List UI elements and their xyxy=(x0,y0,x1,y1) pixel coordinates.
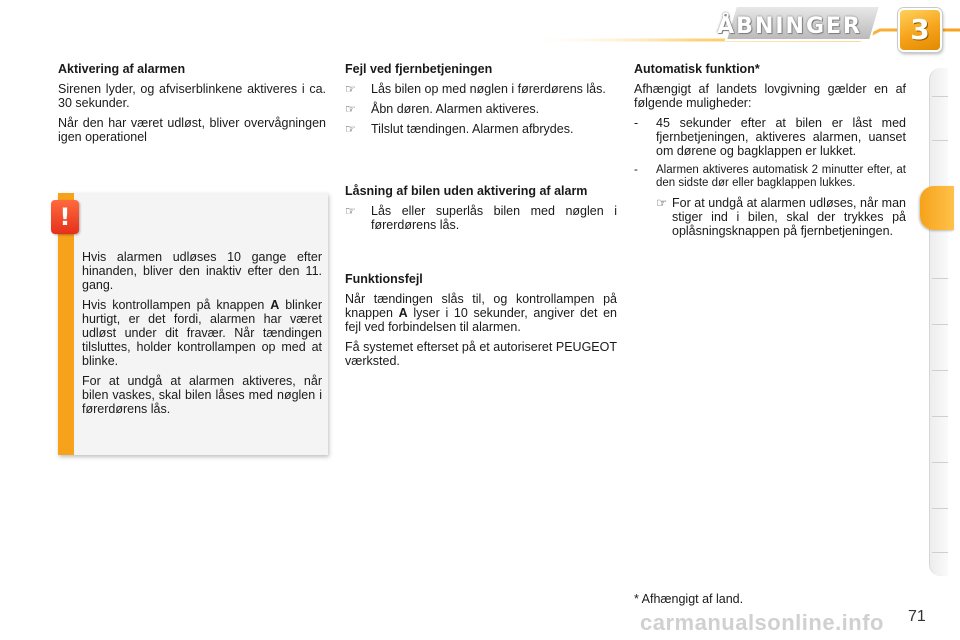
tab-divider xyxy=(932,462,948,463)
paragraph: Få systemet efterset på et autoriseret PEUGEOT værksted. xyxy=(345,340,617,368)
warning-paragraph xyxy=(82,298,322,368)
tab-divider xyxy=(932,508,948,509)
list-item xyxy=(634,116,906,158)
page-title: ÅBNINGER xyxy=(717,14,862,39)
section-heading-alarm-activation: Aktivering af alarmen xyxy=(58,62,186,76)
tab-divider xyxy=(932,324,948,325)
section-heading-automatic-function: Automatisk funktion* xyxy=(634,62,760,76)
list-item xyxy=(345,204,617,232)
text-fragment: blinker hurtigt, er det fordi, alarmen har været udløst under dit fravær. Når tændingen tilsluttes, holder kontrollampen op med at blinke. xyxy=(82,298,323,368)
hand-pointer-icon: ☞ xyxy=(656,196,668,210)
paragraph: Afhængigt af landets lovgivning gælder en af følgende muligheder: xyxy=(634,82,906,110)
list-item xyxy=(634,164,906,190)
list-item-text: Lås bilen op med nøglen i førerdørens lås. xyxy=(371,82,606,96)
dash-marker: - xyxy=(634,116,639,130)
list-item xyxy=(656,196,906,238)
chapter-tab-strip xyxy=(929,68,948,576)
key-label: A xyxy=(398,306,408,320)
paragraph: Når den har været udløst, bliver overvågningen igen operationel xyxy=(58,116,326,144)
exclamation-icon: ! xyxy=(51,200,79,234)
hand-pointer-icon: ☞ xyxy=(345,204,356,218)
footnote: * Afhængigt af land. xyxy=(634,592,744,606)
active-chapter-tab xyxy=(920,186,954,230)
list-item-text: Tilslut tændingen. Alarmen afbrydes. xyxy=(371,122,574,136)
hand-pointer-icon: ☞ xyxy=(345,102,356,116)
warning-paragraph: Hvis alarmen udløses 10 gange efter hinanden, bliver den inaktiv efter den 11. gang. xyxy=(82,250,322,292)
dash-marker: - xyxy=(634,164,638,176)
list-item xyxy=(345,82,617,96)
warning-text xyxy=(82,250,322,422)
tab-divider xyxy=(932,140,948,141)
list-item-text: Alarmen aktiveres automatisk 2 minutter efter, at den sidste dør eller bagklappen lukkes. xyxy=(656,164,906,189)
section-heading-malfunction: Funktionsfejl xyxy=(345,272,423,286)
section-heading-remote-fault: Fejl ved fjernbetjeningen xyxy=(345,62,493,76)
list-item xyxy=(345,102,617,116)
warning-paragraph: For at undgå at alarmen aktiveres, når bilen vaskes, skal bilen låses med nøglen i førerdørens lås. xyxy=(82,374,322,416)
tab-divider xyxy=(932,96,948,97)
list-item-text: Åbn døren. Alarmen aktiveres. xyxy=(371,102,540,116)
section-heading-lock-without-alarm: Låsning af bilen uden aktivering af alarm xyxy=(345,184,588,198)
text-fragment: Når tændingen slås til, og kontrollampen på knappen xyxy=(345,292,617,320)
hand-pointer-icon: ☞ xyxy=(345,122,356,136)
list-item-text: Lås eller superlås bilen med nøglen i førerdørens lås. xyxy=(371,204,617,232)
hand-pointer-icon: ☞ xyxy=(345,82,356,96)
text-fragment: lyser i 10 sekunder, angiver det en fejl ved forbindelsen til alarmen. xyxy=(345,306,618,334)
column-3 xyxy=(634,62,906,244)
column-2 xyxy=(345,62,617,374)
tab-divider xyxy=(932,416,948,417)
tab-divider xyxy=(932,370,948,371)
key-label: A xyxy=(270,298,280,312)
list-item xyxy=(345,122,617,136)
column-1 xyxy=(58,62,326,150)
watermark: carmanualsonline.info xyxy=(640,610,884,635)
tab-divider xyxy=(932,278,948,279)
tab-divider xyxy=(932,552,948,553)
chapter-badge: 3 xyxy=(898,8,942,52)
paragraph: Sirenen lyder, og afviserblinkene aktiveres i ca. 30 sekunder. xyxy=(58,82,326,110)
page-number: 71 xyxy=(908,608,926,625)
list-item-text: 45 sekunder efter at bilen er låst med fjernbetjeningen, aktiveres alarmen, uanset om dørene og bagklappen er lukket. xyxy=(656,116,906,158)
paragraph xyxy=(345,292,617,334)
text-fragment: Hvis kontrollampen på knappen xyxy=(82,298,271,312)
list-item-text: For at undgå at alarmen udløses, når man stiger ind i bilen, skal der trykkes på oplåsningsknappen på fjernbetjeningen. xyxy=(672,196,906,238)
